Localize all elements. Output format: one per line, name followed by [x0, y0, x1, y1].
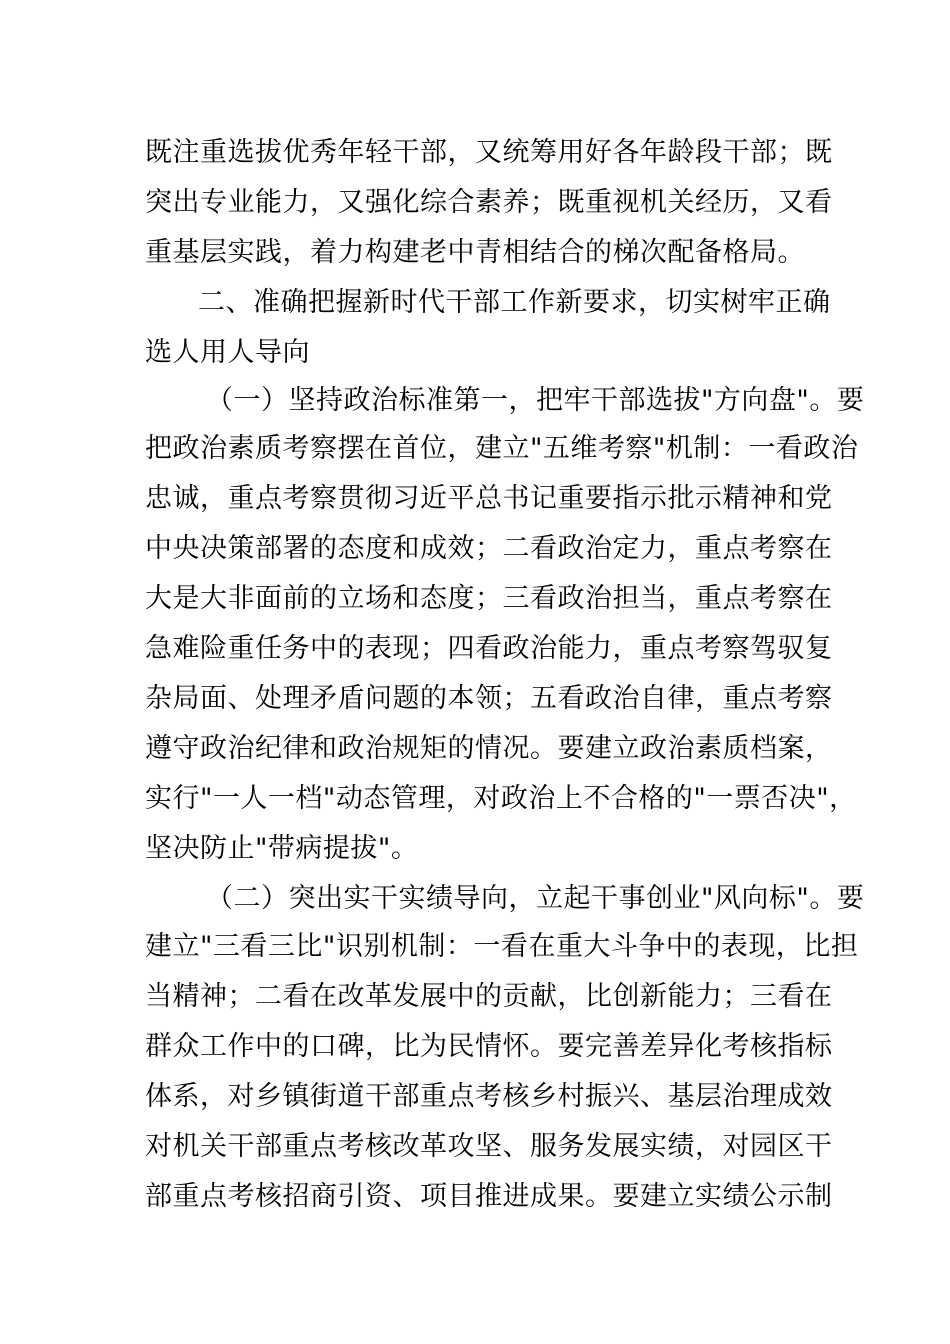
- text-line: 突出专业能力，又强化综合素养；既重视机关经历，又看: [145, 187, 833, 218]
- text-line: 遵守政治纪律和政治规矩的情况。要建立政治素质档案，: [145, 733, 833, 764]
- text-line: 坚决防止"带病提拔"。: [145, 833, 419, 864]
- text-line: 急难险重任务中的表现；四看政治能力，重点考察驾驭复: [145, 633, 833, 664]
- subsection-heading: （二）突出实干实绩导向，立起干事创业"风向标"。要: [206, 883, 865, 914]
- text-line: 对机关干部重点考核改革攻坚、服务发展实绩，对园区干: [145, 1131, 833, 1162]
- text-line: 部重点考核招商引资、项目推进成果。要建立实绩公示制: [145, 1181, 833, 1212]
- text-line: 群众工作中的口碑，比为民情怀。要完善差异化考核指标: [145, 1031, 833, 1062]
- text-line: 中央决策部署的态度和成效；二看政治定力，重点考察在: [145, 533, 833, 564]
- text-line: 体系，对乡镇街道干部重点考核乡村振兴、基层治理成效: [145, 1081, 833, 1112]
- text-line: 实行"一人一档"动态管理，对政治上不合格的"一票否决"，: [145, 783, 857, 814]
- text-line: 把政治素质考察摆在首位，建立"五维考察"机制：一看政治: [145, 433, 859, 464]
- text-line: 既注重选拔优秀年轻干部，又统筹用好各年龄段干部；既: [145, 137, 833, 168]
- text-line: 当精神；二看在改革发展中的贡献，比创新能力；三看在: [145, 981, 833, 1012]
- text-line: 杂局面、处理矛盾问题的本领；五看政治自律，重点考察: [145, 683, 833, 714]
- text-line: 忠诚，重点考察贯彻习近平总书记重要指示批示精神和党: [145, 483, 833, 514]
- text-line: 大是大非面前的立场和态度；三看政治担当，重点考察在: [145, 583, 833, 614]
- subsection-heading: （一）坚持政治标准第一，把牢干部选拔"方向盘"。要: [206, 385, 865, 416]
- section-heading-continued: 选人用人导向: [145, 337, 310, 368]
- section-heading: 二、准确把握新时代干部工作新要求，切实树牢正确: [198, 287, 831, 318]
- text-line: 建立"三看三比"识别机制：一看在重大斗争中的表现，比担: [145, 931, 859, 962]
- text-line: 重基层实践，着力构建老中青相结合的梯次配备格局。: [145, 237, 805, 268]
